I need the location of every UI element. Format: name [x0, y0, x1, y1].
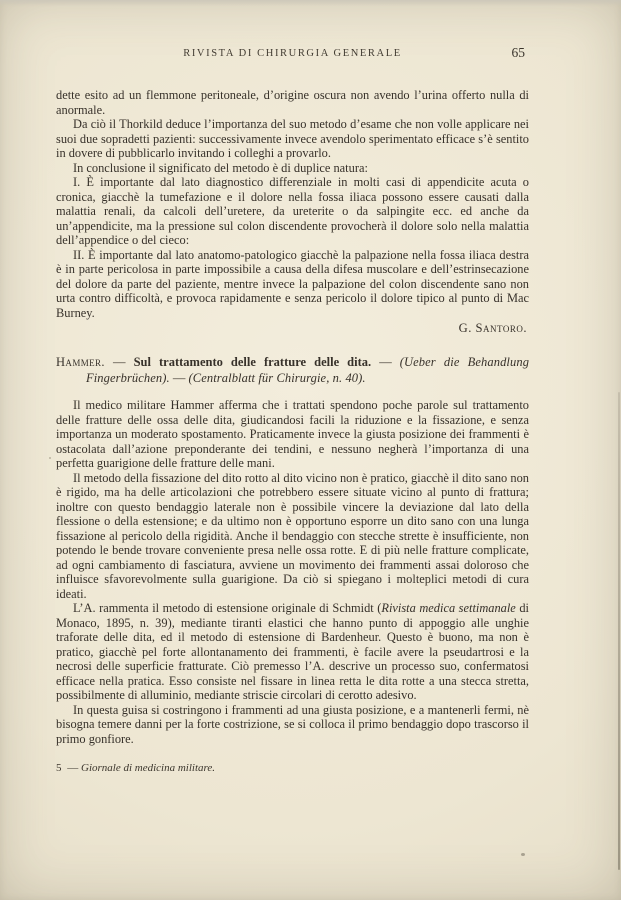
- entry-author: Hammer.: [56, 355, 105, 369]
- paragraph: In questa guisa si costringono i frammenti ad una giusta posizione, e a mantenerli fermi, nè bisogna temere danni per la forte costrizione, se si colloca il primo bendaggio dopo trascorso il primo gonfiore.: [56, 702, 529, 746]
- paragraph: [56, 601, 529, 703]
- paragraph-text: di Monaco, 1895, n. 39), mediante tiranti elastici che hanno punto di appoggio alle unghie traforate delle dita, ed il metodo di estensione di Bardenheur. Questo è buono, ma non è pratico, giacchè pel forte allontanamento dei frammenti, è facile avere la pseudartrosi e la necrosi delle superficie fratturate. Ciò premesso l’A. descrive un processo suo, confermatosi efficace nella pratica. Esso consiste nel fissare in linea retta le dita rotte a una stecca stretta, possibilmente di alluminio, mediante striscie circolari di cerotto adesivo.: [56, 601, 529, 703]
- article-entry-heading: [56, 355, 529, 386]
- footer-journal-name: Giornale di medicina militare.: [81, 762, 216, 775]
- dash: —: [113, 355, 126, 369]
- paragraph: In conclusione il significato del metodo è di duplice natura:: [73, 160, 368, 175]
- footer-signature-line: [56, 762, 529, 774]
- paragraph: Da ciò il Thorkild deduce l’importanza del suo metodo d’esame che non volle applicare nei suoi due sopradetti pazienti: successivamente invece avendolo sperimentato efficace s’è sentito in dovere di pubblicarlo invitando i colleghi a provarlo.: [56, 117, 529, 160]
- running-header: [56, 45, 529, 64]
- scan-speck: [521, 853, 525, 856]
- dash: —: [67, 762, 79, 775]
- paragraph: II. È importante dal lato anatomo-patologico giacchè la palpazione nella fossa iliaca destra è in parte pericolosa in parte impossibile a causa della difesa muscolare e dell’estrinsecazione del dolore da parte del paziente, mentre invece la palpazione del colon discendente sano non urta contro difficoltà, e provoca rapidamente e senza pericolo il dolore tipico al punto di Mac Burney.: [56, 247, 529, 320]
- paragraph-text: L’A. rammenta il metodo di estensione originale di Schmidt (: [73, 601, 382, 616]
- paragraph: I. È importante dal lato diagnostico differenziale in molti casi di appendicite acuta o cronica, giacchè la tumefazione e il dolore nella fossa iliaca possono essere causati dalla malattia renali, da calcoli dell’uretere, da ureterite o da salpingite ecc. ed anche da un’appendicite, ma la pressione sul colon discendente provocherà il dolore solo nella malattia dell’appendice o del cieco:: [56, 175, 529, 247]
- paragraph-continuation: dette esito ad un flemmone peritoneale, d’origine oscura non avendo l’urina offerto nulla di anormale.: [56, 88, 529, 117]
- entry-title: Sul trattamento delle fratture delle dita.: [133, 355, 372, 369]
- paragraph: Il medico militare Hammer afferma che i trattati spendono poche parole sul trattamento delle fratture delle ossa delle dita, giudicandosi facili la riduzione e la fissazione, e senza importanza un moderato spostamento. Praticamente invece la giusta posizione dei frammenti è ostacolata dall’azione preponderante dei tendini, e nessuno negherà l’importanza di una perfetta guarigione delle fratture delle mani.: [56, 398, 529, 471]
- signature-mark: 5: [56, 762, 62, 775]
- dash: —: [172, 370, 186, 385]
- scan-speck: [49, 457, 51, 459]
- journal-title: RIVISTA DI CHIRURGIA GENERALE: [183, 48, 402, 59]
- scan-edge-right: [618, 392, 620, 870]
- page-number: 65: [511, 45, 525, 60]
- entry-original-title: (Ueber die Behandlung Fingerbrüchen).: [86, 355, 530, 385]
- dash: —: [379, 355, 392, 369]
- page-content: [56, 45, 530, 785]
- paragraph: Il metodo della fissazione del dito rotto al dito vicino non è pratico, giacchè il dito sano non è rigido, ma ha delle articolazioni che potrebbero essere situate vicino al punto di frattura; inoltre con questo bendaggio laterale non è possibile vincere la deviazione dal lato della flessione o della estensione; e da ultimo non è opportuno esporre un dito sano con una lunga fissazione al pericolo della rigidità. Anche il bendaggio con stecche strette è insufficiente, non potendo le bende trovare conveniente presa nelle ossa rotte. E di più nelle fratture complicate, ad ogni cambiamento di fasciatura, avviene un movimento dei frammenti assai doloroso che influisce sfavorevolmente sulla guarigione. Da ciò si spiegano i molteplici metodi di cura ideati.: [56, 470, 529, 601]
- reviewer-signature: G. Santoro.: [458, 321, 527, 335]
- scan-edge-top: [0, 0, 621, 6]
- entry-source: (Centralblatt für Chirurgie, n. 40).: [188, 370, 366, 385]
- cited-journal-name: Rivista medica settimanale: [381, 601, 516, 616]
